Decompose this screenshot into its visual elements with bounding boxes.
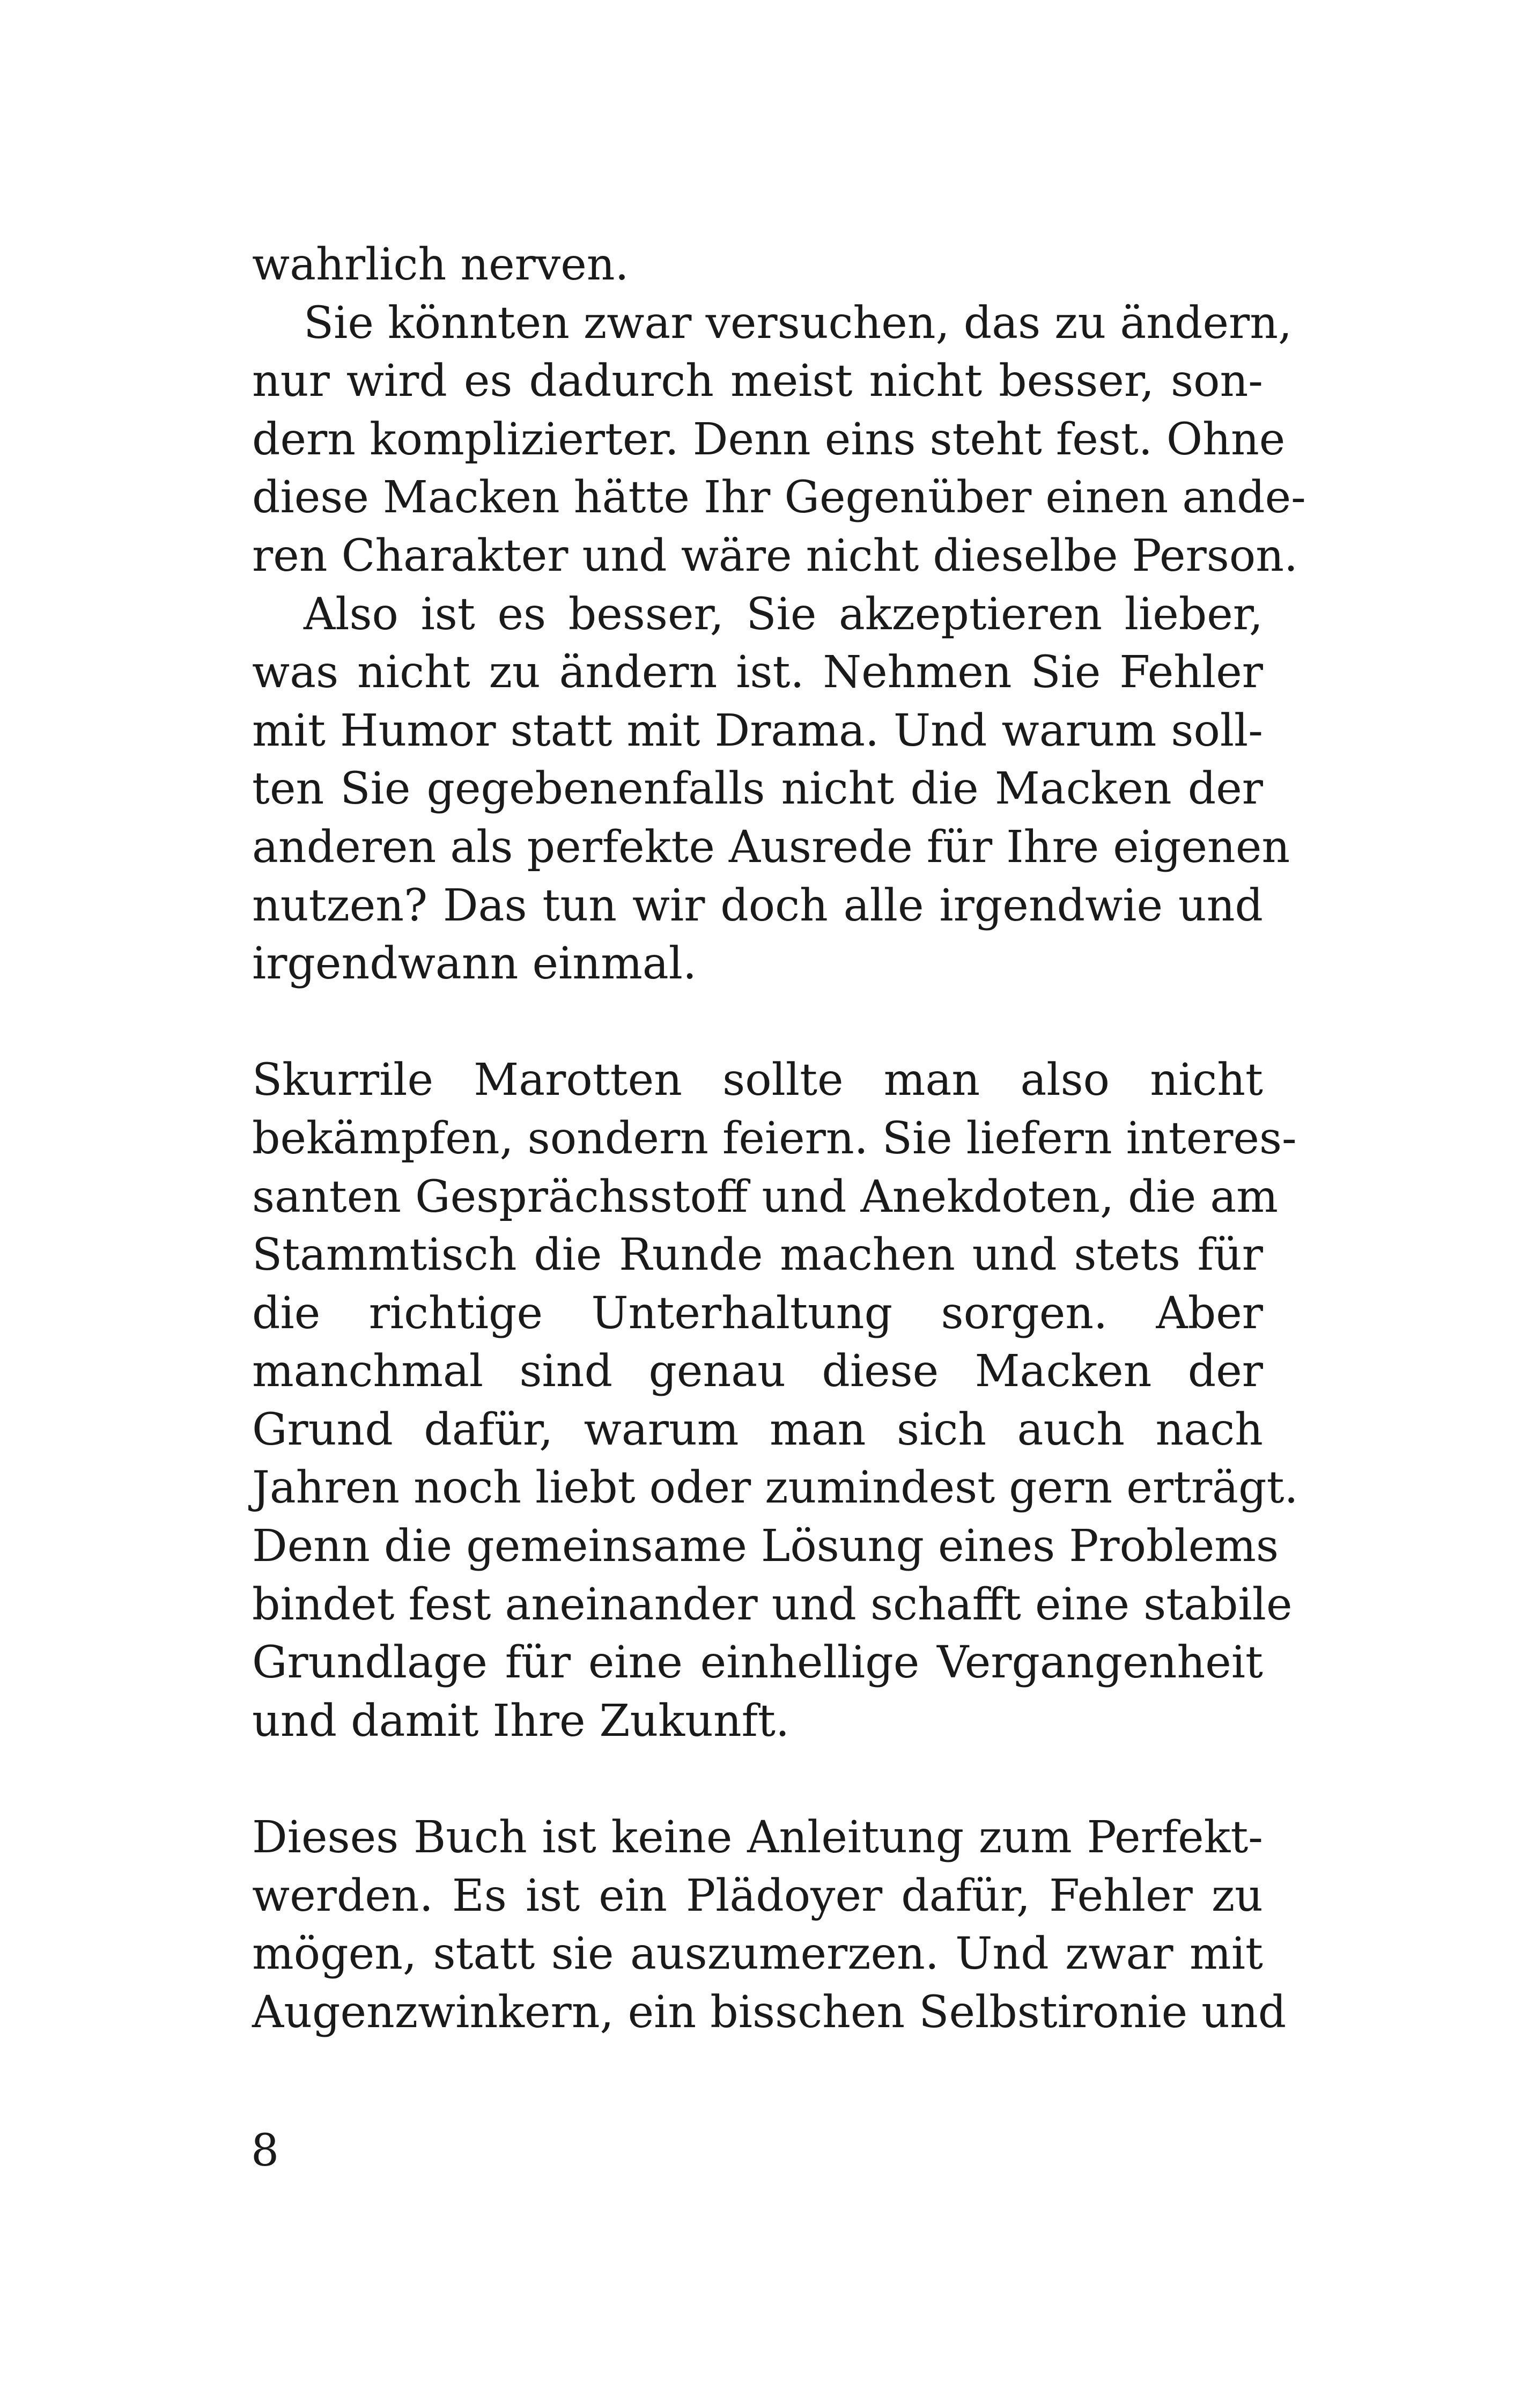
text-line: die richtige Unterhaltung sorgen. Aber (252, 1287, 1263, 1339)
text-line: santen Gesprächsstoff und Anekdoten, die am (252, 1171, 1279, 1223)
text-line: ten Sie gegebenenfalls nicht die Macken der (252, 763, 1263, 815)
text-line: wahrlich nerven. (252, 239, 629, 290)
paragraph-gap (252, 993, 1263, 1052)
text-line: nur wird es dadurch meist nicht besser, son- (252, 356, 1263, 407)
page-number: 8 (251, 2125, 279, 2176)
text-line: Stammtisch die Runde machen und stets für (252, 1229, 1263, 1281)
text-line: mit Humor statt mit Drama. Und warum soll- (252, 705, 1263, 756)
text-line: bindet fest aneinander und schafft eine stabile (252, 1579, 1293, 1630)
text-line: manchmal sind genau diese Macken der (252, 1346, 1263, 1397)
paragraph (252, 1809, 1287, 2042)
text-line: anderen als perfekte Ausrede für Ihre eigenen (252, 821, 1290, 873)
text-line: dern komplizierter. Denn eins steht fest. Ohne (252, 414, 1286, 465)
paragraph-gap (252, 1750, 1263, 1809)
text-line: Grund dafür, warum man sich auch nach (252, 1404, 1263, 1455)
text-line: werden. Es ist ein Plädoyer dafür, Fehler zu (252, 1870, 1263, 1921)
text-line: nutzen? Das tun wir doch alle irgendwie und (252, 880, 1263, 931)
body-text (252, 236, 1306, 2042)
text-line: und damit Ihre Zukunft. (252, 1695, 790, 1747)
paragraph (252, 236, 1263, 294)
paragraph (252, 586, 1290, 993)
text-line: was nicht zu ändern ist. Nehmen Sie Fehler (252, 647, 1263, 698)
text-line: irgendwann einmal. (252, 938, 697, 990)
text-line: Jahren noch liebt oder zumindest gern erträgt. (252, 1462, 1298, 1514)
text-line: Augenzwinkern, ein bisschen Selbstironie und (252, 1986, 1287, 2038)
text-line: Dieses Buch ist keine Anleitung zum Perfekt- (252, 1812, 1263, 1864)
text-line: bekämpfen, sondern feiern. Sie liefern interes- (252, 1113, 1297, 1164)
paragraph (252, 294, 1306, 586)
text-line: ren Charakter und wäre nicht dieselbe Person. (252, 530, 1298, 581)
text-line: mögen, statt sie auszumerzen. Und zwar mit (252, 1928, 1263, 1980)
paragraph (252, 1051, 1298, 1750)
text-line: Denn die gemeinsame Lösung eines Problems (252, 1521, 1279, 1572)
text-line: diese Macken hätte Ihr Gegenüber einen ande- (252, 472, 1306, 524)
text-line: Sie könnten zwar versuchen, das zu ändern, (304, 297, 1293, 349)
text-line: Grundlage für eine einhellige Vergangenheit (252, 1637, 1263, 1689)
text-line: Skurrile Marotten sollte man also nicht (252, 1055, 1263, 1106)
text-line: Also ist es besser, Sie akzeptieren lieber, (304, 588, 1263, 640)
